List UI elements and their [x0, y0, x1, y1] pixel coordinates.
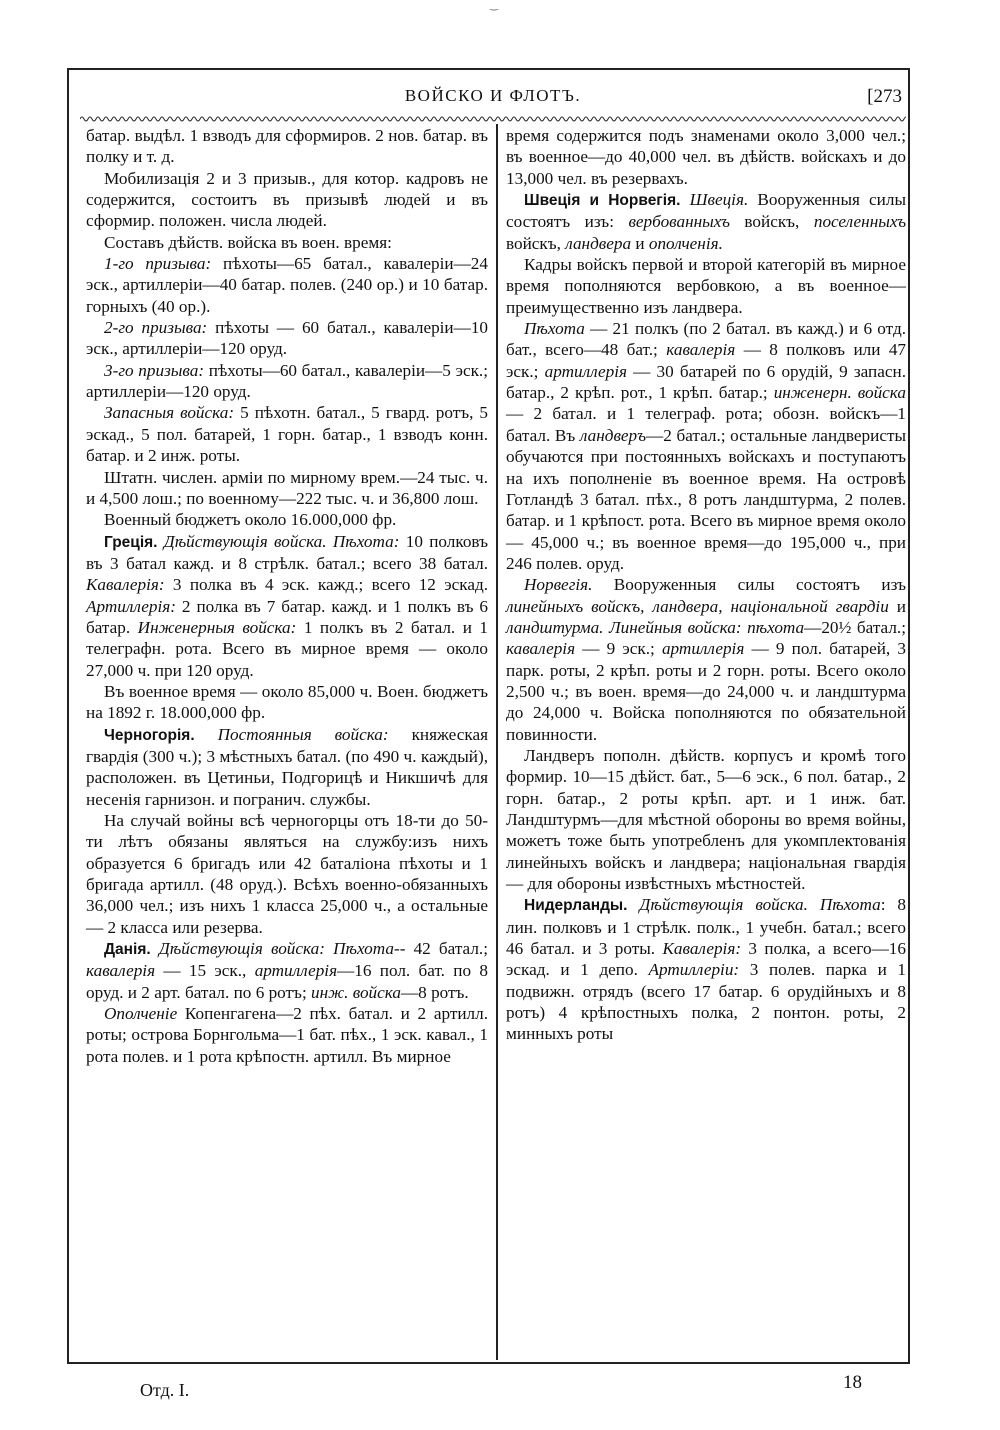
- paragraph: [506, 318, 906, 574]
- italic-term: артиллерія: [254, 961, 338, 981]
- paragraph: [86, 360, 488, 403]
- paragraph: [86, 253, 488, 317]
- paragraph: [86, 168, 488, 232]
- italic-term: 3-го призыва:: [104, 360, 205, 380]
- text-run: 1 полкъ въ 2 батал. и 1 телеграфн. рота. Всего въ мирное время — около 27,000 ч. при 120 оруд.: [86, 617, 488, 680]
- italic-term: Дѣйствующія войска: Пѣхота: [158, 939, 394, 959]
- text-run: — 9 эск.;: [575, 639, 662, 659]
- paragraph: [506, 254, 906, 318]
- text-run: Мобилизація 2 и 3 призыв., для котор. кадровъ не содержится, состоитъ въ призывѣ людей и въ сформир. положен. числа людей.: [86, 168, 488, 231]
- left-column: [86, 125, 488, 1067]
- text-run: — 21 полкъ (по 2 батал. въ кажд.) и 6 отд. бат., всего—48 бат.;: [506, 319, 906, 360]
- text-run: [680, 190, 689, 209]
- italic-term: поселенныхъ: [813, 212, 906, 232]
- scan-mark: ‿: [490, 0, 499, 11]
- paragraph: [86, 1003, 488, 1067]
- text-run: На случай войны всѣ черногорцы отъ 18-ти до 50-ти лѣтъ обязаны являться на службу:изъ нихъ образуется 6 бригадъ или 42 баталіона пѣхоты и 1 бригада артилл. (48 оруд.). Всѣхъ военно-обязанныхъ 36,000 чел.; изъ нихъ 1 класса 25,000 ч., а остальные — 2 класса или резерва.: [86, 811, 488, 937]
- italic-term: ландштурма. Линейныя войска: пѣхота: [506, 617, 805, 637]
- paragraph: [506, 125, 906, 189]
- section-heading: Швеція и Норвегія.: [524, 192, 681, 210]
- text-run: — 8 полковъ или 47 эск.;: [506, 340, 907, 381]
- paragraph: [506, 894, 906, 1044]
- paragraph: [86, 317, 488, 360]
- italic-term: кавалерія: [666, 340, 736, 360]
- italic-term: вербованныхъ: [628, 212, 730, 232]
- section-heading: Данія.: [104, 941, 151, 959]
- text-run: — 15 эск.,: [155, 961, 255, 981]
- text-run: 10 полковъ въ 3 батал кажд. и 8 стрѣлк. батал.; всего 38 батал.: [86, 531, 488, 573]
- text-run: пѣхоты—65 батал., кавалеріи—24 эск., артиллеріи—40 батар. полев. (240 ор.) и 10 батар. горныхъ (40 ор.).: [86, 254, 488, 316]
- text-run: княжеская гвардія (300 ч.); 3 мѣстныхъ батал. (по 490 ч. каждый), расположен. въ Цетиньи, Подгорицѣ и Никшичѣ для несенія гарнизон. и погранич. службы.: [86, 724, 488, 809]
- italic-term: Запасныя войска:: [104, 403, 235, 423]
- text-run: — 9 пол. батарей, 3 парк. роты, 2 крѣп. роты и 2 горн. роты. Всего около 2,500 ч.; въ воен. время—до 24,000 ч. и ландштурма до 24,000 ч. Войска пополняются по обязательной повинности.: [506, 639, 906, 744]
- italic-term: Пѣхота: [524, 319, 585, 339]
- italic-term: кавалерія: [506, 639, 576, 659]
- text-run: Кадры войскъ первой и второй категорій въ мирное время пополняются вербовкою, а въ военное—преимущественно изъ ландвера.: [506, 255, 906, 317]
- italic-term: артиллерія: [661, 639, 745, 659]
- paragraph: [506, 745, 906, 894]
- right-column: [506, 125, 906, 1045]
- italic-term: Артиллерія:: [86, 596, 176, 616]
- text-run: Военный бюджетъ около 16.000,000 фр.: [104, 510, 397, 530]
- italic-term: Кавалерія:: [662, 939, 742, 959]
- text-run: [195, 725, 218, 744]
- italic-term: артиллерія: [544, 361, 627, 381]
- paragraph: [86, 938, 488, 1003]
- text-run: Штатн. числен. арміи по мирному врем.—24 тыс. ч. и 4,500 лош.; по военному—222 тыс. ч. и 36,800 лош.: [86, 467, 488, 508]
- paragraph: [506, 189, 906, 254]
- italic-term: инженерн. войска: [773, 383, 906, 403]
- text-run: —20½ батал.;: [804, 617, 906, 637]
- text-run: 3 полка въ 4 эск. кажд.; всего 12 эскад.: [164, 575, 488, 595]
- italic-term: инж. войска: [311, 982, 401, 1002]
- italic-term: 1-го призыва:: [104, 254, 212, 274]
- text-run: время содержится подъ знаменами около 3,000 чел.; въ военное—до 40,000 чел. въ дѣйств. войскахъ и до 13,000 чел. въ резервахъ.: [506, 126, 906, 188]
- page-header: [80, 86, 906, 112]
- text-run: —2 батал.; остальные ландверисты обучаются при постоянныхъ войскахъ и поступаютъ на ихъ пополненіе въ военное время. На островѣ Готландѣ 3 батал. пѣх., 8 ротъ ландштурма, 2 полев. батар. и 1 крѣпост. рота. Всего въ мирное время около — 45,000 ч.; въ военное время—до 195,000 ч., при 246 полев. оруд.: [506, 425, 907, 573]
- italic-term: ландвера: [565, 233, 632, 253]
- text-run: Въ военное время — около 85,000 ч. Воен. бюджетъ на 1892 г. 18.000,000 фр.: [86, 681, 488, 723]
- italic-term: Постоянныя войска:: [217, 724, 389, 744]
- text-run: Вооруженныя силы состоятъ изъ: [592, 575, 906, 595]
- italic-term: Норвегія.: [524, 575, 593, 595]
- text-run: — 30 батарей по 6 орудій, 9 запасн. батар., 2 крѣп. рот., 1 крѣп. батар.;: [506, 361, 906, 403]
- paragraph: [86, 232, 488, 253]
- signature-mark: 18: [843, 1372, 862, 1393]
- text-run: : 8 лин. полковъ и 1 стрѣлк. полк., 1 учебн. батал.; всего 46 батал. и 3 роты.: [506, 895, 907, 959]
- section-heading: Греція.: [104, 533, 158, 551]
- page-number: [273: [867, 86, 902, 107]
- text-run: 3 полев. парка и 1 подвижн. отрядъ (всего 17 батар. 6 орудійныхъ и 8 ротъ) 4 крѣпостныхъ полка, 2 понтон. роты, 2 минныхъ роты: [506, 960, 906, 1044]
- text-run: [627, 895, 639, 914]
- text-run: [151, 939, 159, 958]
- running-title: ВОЙСКО И ФЛОТЪ.: [404, 86, 582, 105]
- italic-term: Дѣйствующія войска. Пѣхота: [639, 895, 881, 915]
- paragraph: [86, 402, 488, 466]
- paragraph: [86, 467, 488, 510]
- section-heading: Черногорія.: [104, 726, 195, 744]
- text-run: —16 пол. бат. по 8 оруд. и 2 арт. батал. по 6 ротъ;: [86, 961, 488, 1002]
- column-divider: [496, 124, 498, 1360]
- paragraph: [506, 574, 906, 745]
- text-run: Составъ дѣйств. войска въ воен. время:: [104, 232, 392, 252]
- wavy-rule: [80, 114, 906, 124]
- paragraph: [86, 125, 488, 168]
- text-run: —8 ротъ.: [400, 982, 469, 1002]
- italic-term: ландверъ: [579, 425, 647, 445]
- text-run: Ландверъ пополн. дѣйств. корпусъ и кромѣ того формир. 10—15 дѣйст. бат., 5—6 эск., 6 пол. батар., 2 горн. батар., 2 роты крѣп. арт. и 1 инж. бат. Ландштурмъ—для мѣстной обороны во время войны, можетъ тоже быть употребленъ для укомплектованія линейныхъ войскъ и ландвера; національная гвардія — для обороны извѣстныхъ мѣстностей.: [506, 745, 906, 894]
- paragraph: [86, 810, 488, 938]
- italic-term: кавалерія: [86, 961, 156, 981]
- section-heading: Нидерланды.: [524, 897, 628, 915]
- italic-term: Артиллеріи:: [648, 960, 740, 980]
- text-run: Копенгагена—2 пѣх. батал. и 2 артилл. роты; острова Борнгольма—1 бат. пѣх., 1 эск. кавал., 1 рота полев. и 1 рота крѣпостн. артилл. Въ мирное: [86, 1004, 488, 1066]
- paragraph: [86, 681, 488, 724]
- text-run: и: [888, 596, 906, 616]
- italic-term: 2-го призыва:: [104, 318, 208, 338]
- text-run: войскъ,: [506, 233, 566, 253]
- text-run: пѣхоты — 60 батал., кавалеріи—10 эск., артиллеріи—120 оруд.: [86, 318, 489, 359]
- italic-term: Швеція.: [689, 190, 749, 210]
- paragraph: [86, 509, 488, 530]
- italic-term: Дѣйствующія войска. Пѣхота:: [163, 531, 400, 551]
- text-run: 3 полка, а всего—16 эскад. и 1 депо.: [506, 939, 906, 980]
- italic-term: Кавалерія:: [86, 575, 165, 595]
- text-run: Вооруженныя силы состоятъ изъ:: [506, 190, 907, 232]
- text-run: батар. выдѣл. 1 взводъ для сформиров. 2 нов. батар. въ полку и т. д.: [86, 126, 488, 167]
- text-run: — 2 батал. и 1 телеграф. рота; обозн. войскъ—1 батал. Въ: [506, 404, 906, 445]
- italic-term: линейныхъ войскъ, ландвера, національной гвардіи: [506, 596, 889, 616]
- text-run: войскъ,: [729, 212, 814, 232]
- section-label: Отд. I.: [140, 1380, 190, 1400]
- text-run: -- 42 батал.;: [393, 939, 488, 959]
- text-run: и: [631, 233, 649, 253]
- paragraph: [86, 531, 488, 681]
- text-run: пѣхоты—60 батал., кавалеріи—5 эск.; артиллеріи—120 оруд.: [86, 360, 488, 402]
- italic-term: Инженерныя войска:: [137, 617, 297, 637]
- italic-term: Ополченіе: [104, 1004, 178, 1024]
- text-run: 2 полка въ 7 батар. кажд. и 1 полкъ въ 6 батар.: [86, 596, 488, 637]
- paragraph: [86, 724, 488, 810]
- text-run: 5 пѣхотн. батал., 5 гвард. ротъ, 5 эскад., 5 пол. батарей, 1 горн. батар., 1 взводъ конн. батар. и 2 инж. роты.: [86, 403, 489, 466]
- italic-term: ополченія.: [648, 233, 723, 253]
